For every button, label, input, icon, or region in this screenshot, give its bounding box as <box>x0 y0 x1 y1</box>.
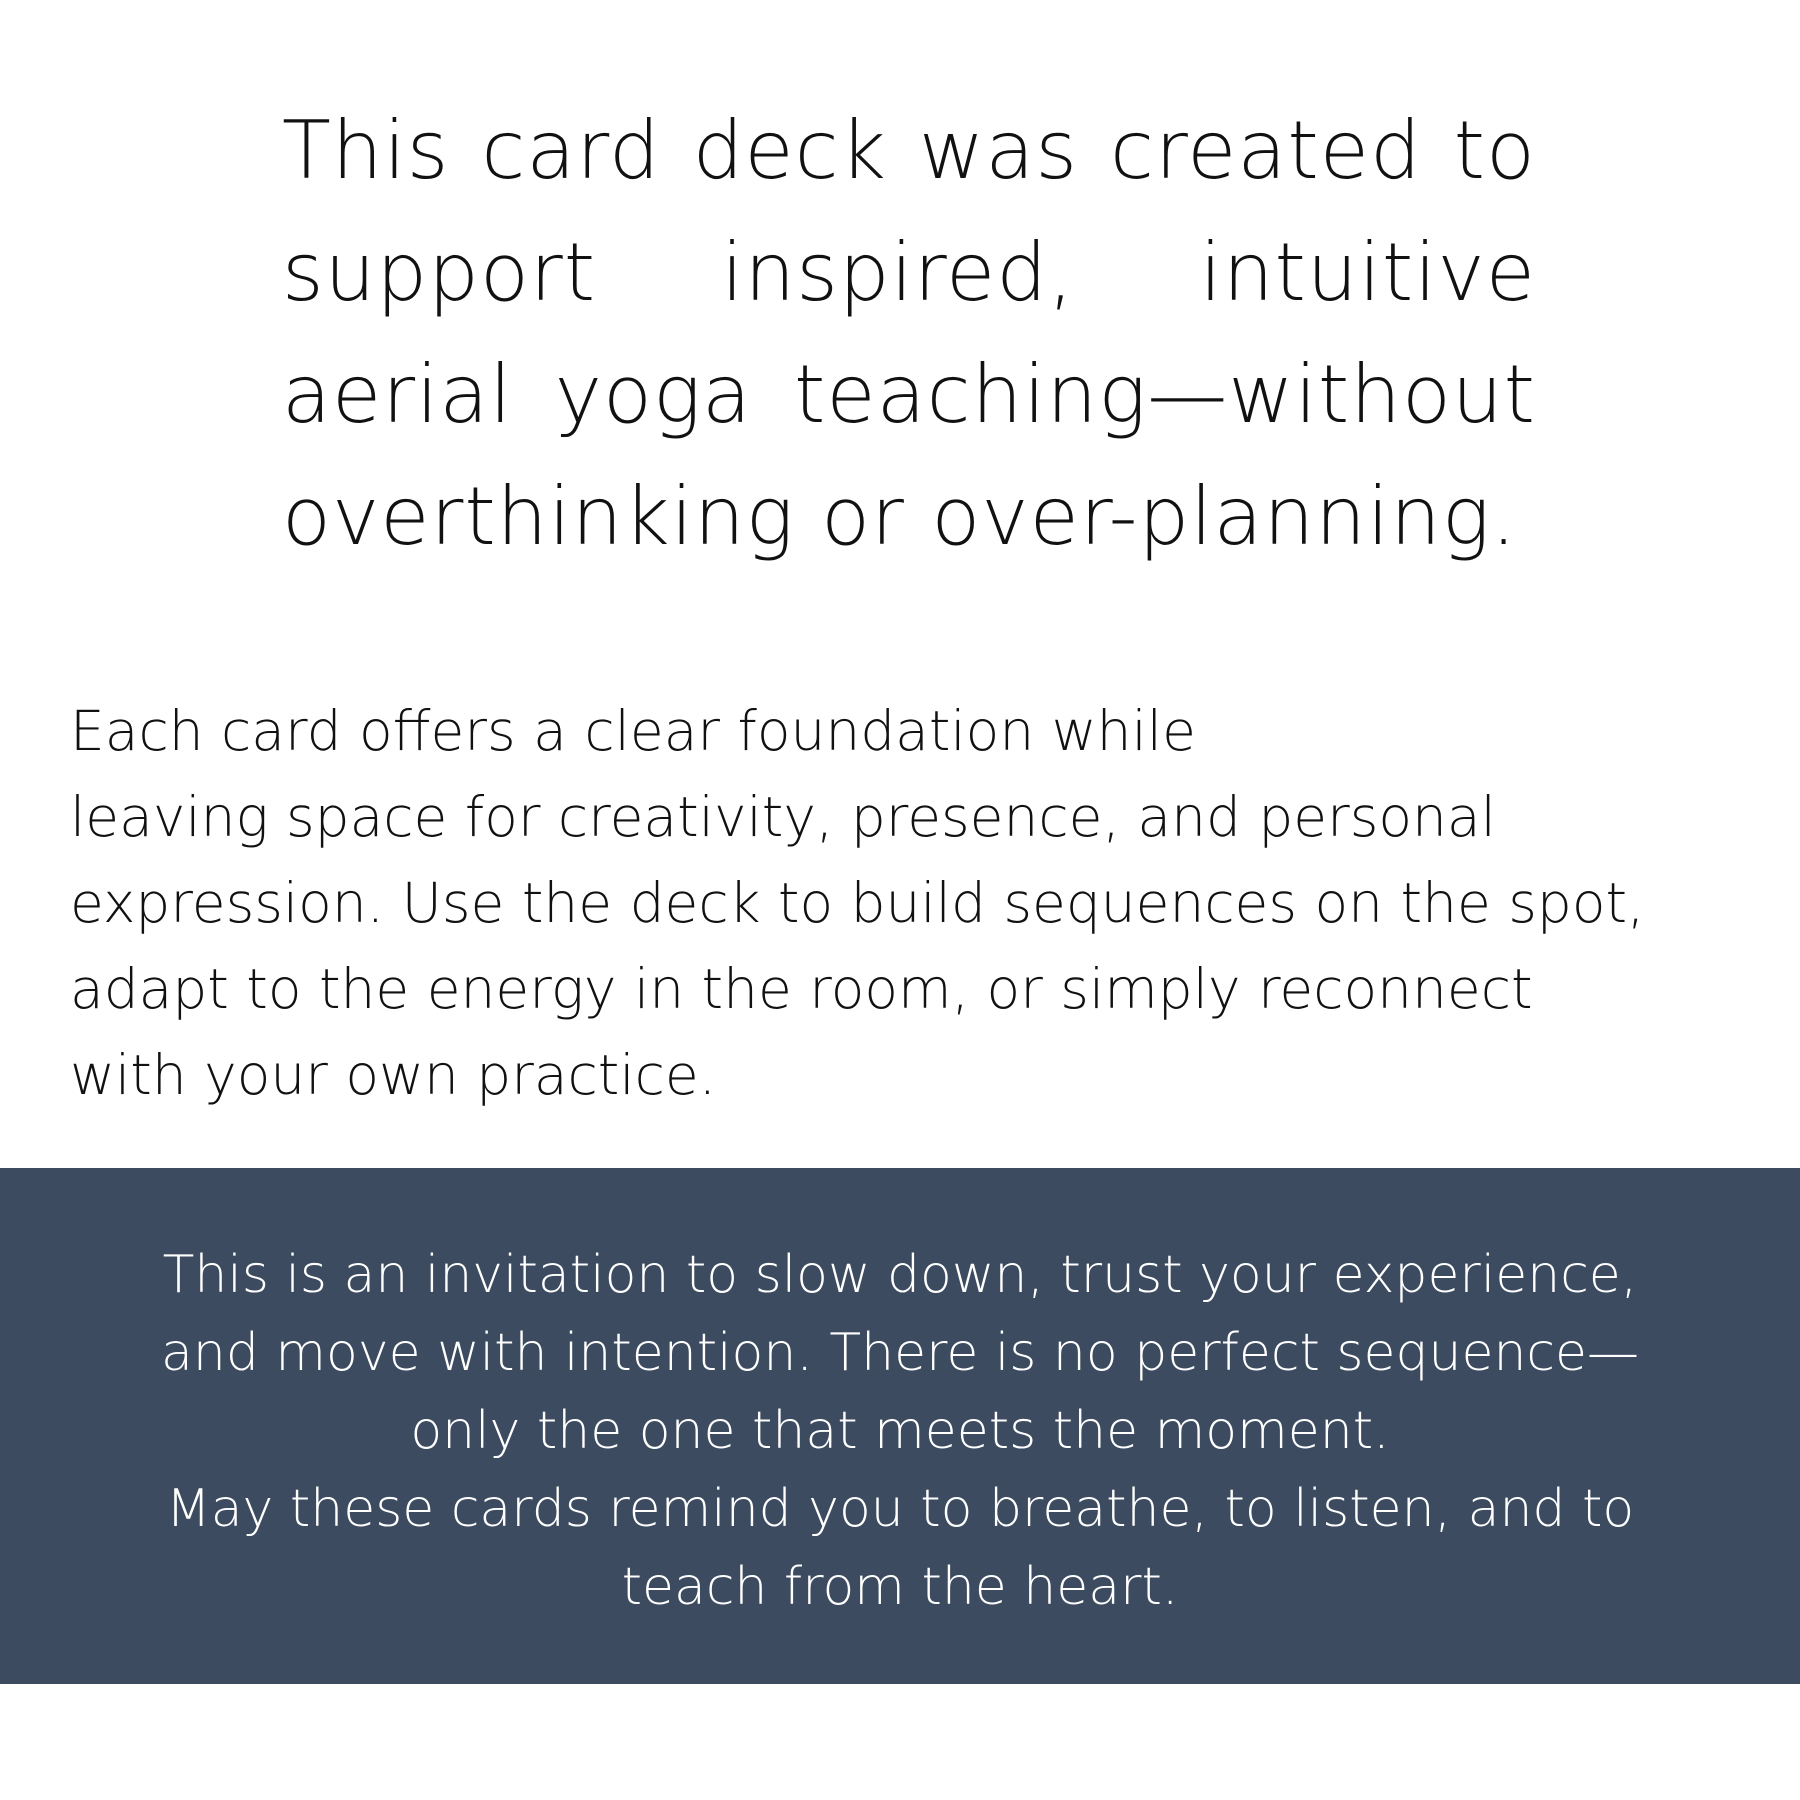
description-line: expression. Use the deck to build sequences on the spot, <box>70 871 1645 935</box>
invitation-line: This is an invitation to slow down, trust your experience, <box>162 1245 1638 1305</box>
intro-line: This card deck was created to <box>282 104 1536 197</box>
intro-line: overthinking or over-planning. <box>282 470 1518 563</box>
intro-line: aerial yoga teaching—without <box>282 348 1536 441</box>
intro-paragraph <box>282 90 1536 578</box>
invitation-line: teach from the heart. <box>621 1557 1179 1617</box>
invitation-line: and move with intention. There is no perfect sequence— <box>161 1323 1639 1383</box>
description-line: Each card offers a clear foundation while <box>70 699 1196 763</box>
description-line: with your own practice. <box>70 1043 717 1107</box>
invitation-line: May these cards remind you to breathe, to listen, and to <box>165 1479 1635 1539</box>
description-line: leaving space for creativity, presence, and personal <box>70 785 1496 849</box>
invitation-line: only the one that meets the moment. <box>410 1401 1390 1461</box>
invitation-text <box>0 1236 1800 1626</box>
intro-line: support inspired, intuitive <box>282 226 1536 319</box>
description-paragraph <box>70 688 1750 1118</box>
description-line: adapt to the energy in the room, or simply reconnect <box>70 957 1533 1021</box>
